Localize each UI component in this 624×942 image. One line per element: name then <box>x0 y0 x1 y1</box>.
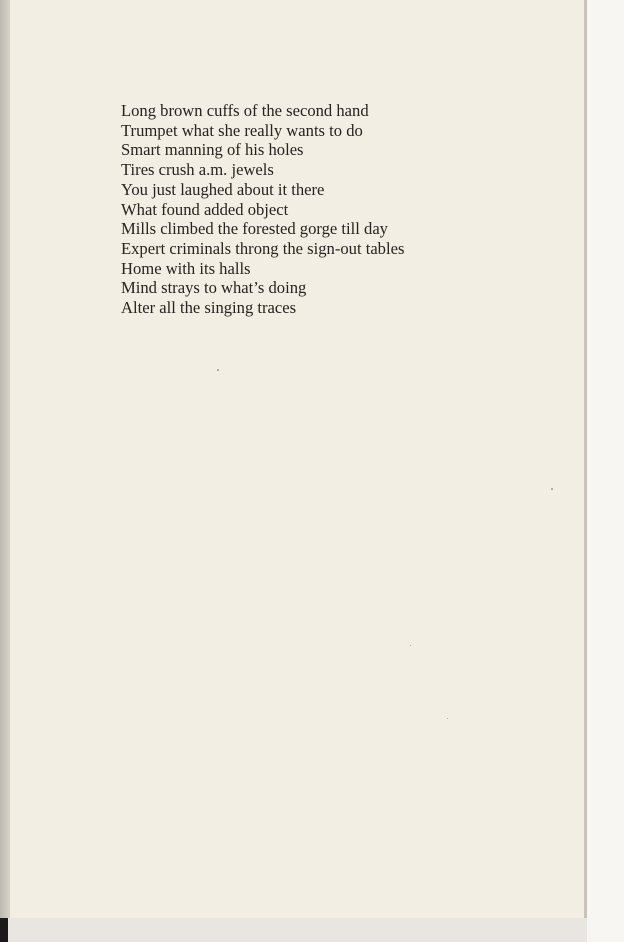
poem-line: Tires crush a.m. jewels <box>121 160 274 180</box>
poem-line: Smart manning of his holes <box>121 140 304 160</box>
poem-line: Alter all the singing traces <box>121 298 297 318</box>
paper-speck <box>551 488 553 490</box>
poem-line: Mind strays to what’s doing <box>121 278 307 298</box>
paper-speck <box>410 645 411 646</box>
bottom-edge <box>0 918 587 942</box>
poem-line: Mills climbed the forested gorge till day <box>121 219 388 239</box>
poem-line: You just laughed about it there <box>121 179 325 199</box>
poem-line: Expert criminals throng the sign-out tables <box>121 238 405 258</box>
poem-line: What found added object <box>121 199 289 219</box>
scanner-backing <box>587 0 624 942</box>
poem <box>121 101 404 318</box>
paper-speck <box>447 718 448 719</box>
paper-speck <box>217 369 219 371</box>
poem-line: Trumpet what she really wants to do <box>121 120 363 140</box>
poem-line: Home with its halls <box>121 258 251 278</box>
poem-line: Long brown cuffs of the second hand <box>121 101 369 120</box>
